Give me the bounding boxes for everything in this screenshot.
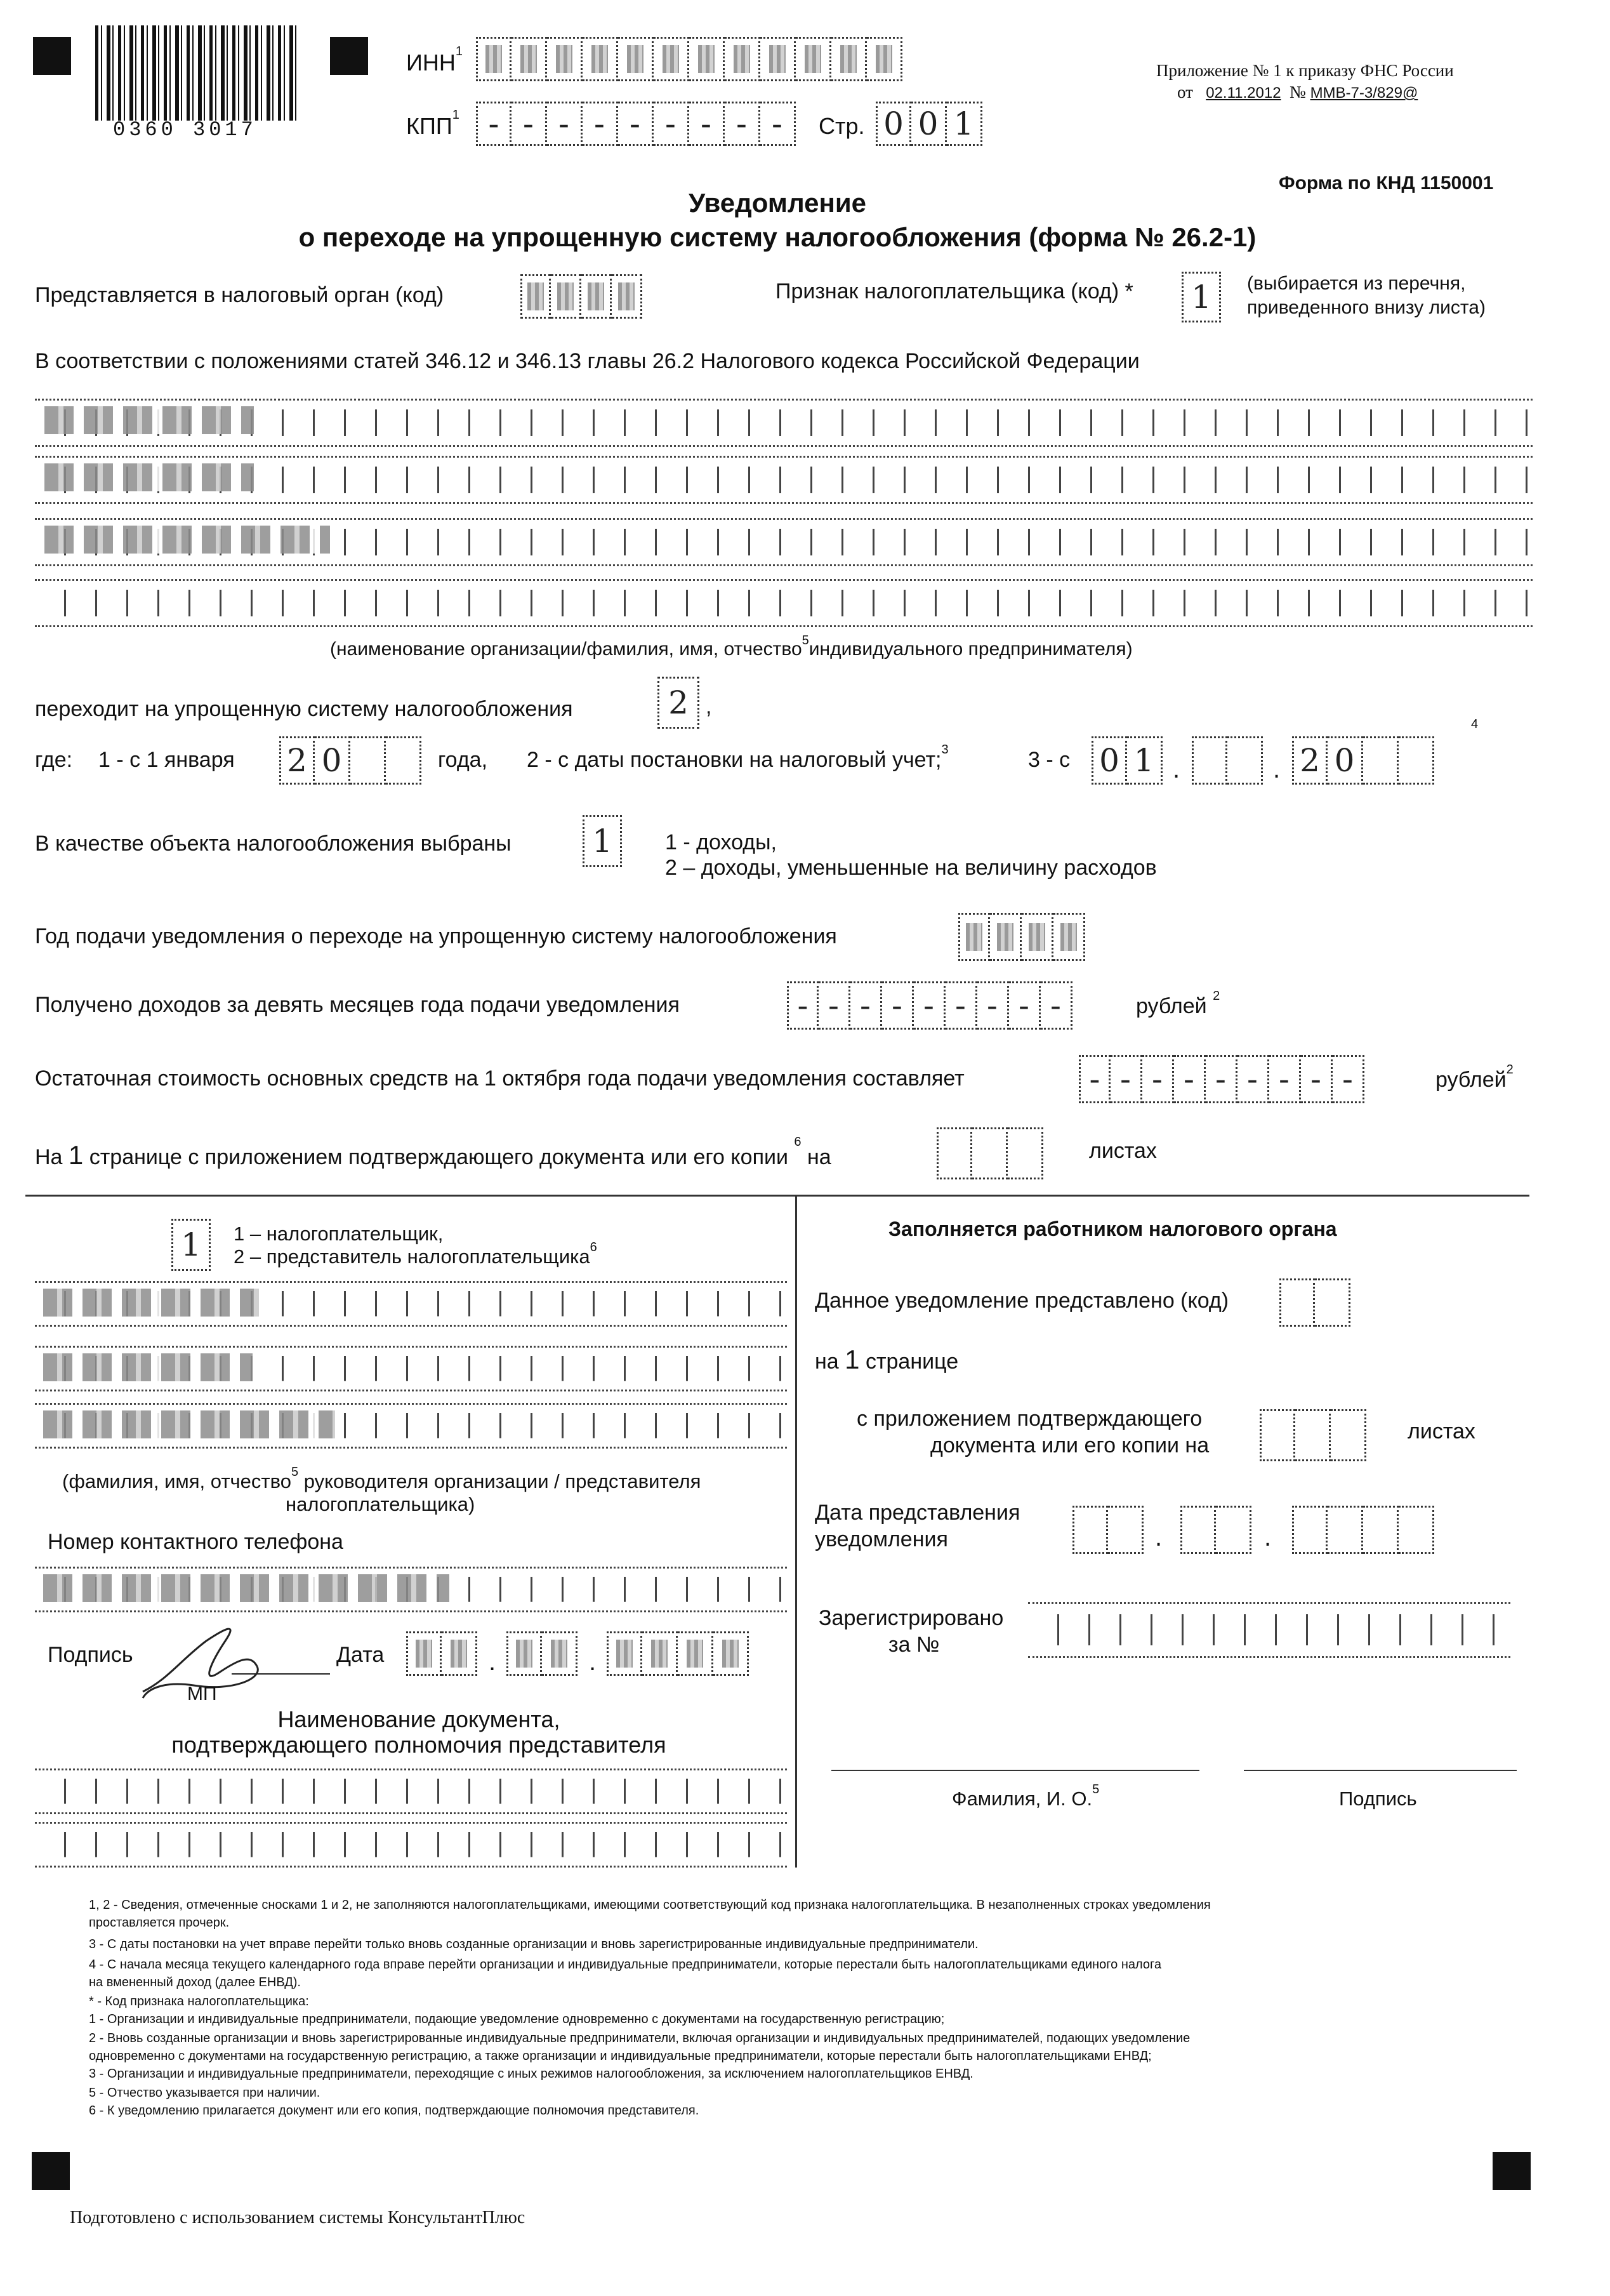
tax-object-cell: 1	[583, 815, 622, 867]
surname-caption: Фамилия, И. О.$^5$	[952, 1782, 1100, 1810]
footnote-line: 6 - К уведомлению прилагается документ или его копия, подтверждающие полномочия представителя.	[89, 2104, 699, 2118]
signed-date-year	[607, 1631, 749, 1676]
org-name-value-3	[44, 526, 330, 554]
law-reference: В соответствии с положениями статей 346.12 и 346.13 главы 26.2 Налогового кодекса Российской Федерации	[35, 349, 1140, 373]
attachment-line-1: с приложением подтверждающего	[857, 1407, 1203, 1431]
column-divider	[795, 1195, 797, 1868]
section-divider	[25, 1195, 1529, 1197]
org-name-row-2	[35, 456, 1533, 504]
page-label: Стр.	[819, 113, 865, 139]
signer-name-value-1	[43, 1289, 259, 1317]
signer-name-value-3	[43, 1410, 335, 1438]
signature-scribble	[130, 1616, 333, 1711]
registered-label-1: Зарегистрировано	[819, 1606, 1004, 1630]
assets-label: Остаточная стоимость основных средств на 1 октября года подачи уведомления составляет	[35, 1066, 965, 1091]
income-label: Получено доходов за девять месяцев года подачи уведомления	[35, 993, 680, 1017]
footnote-line: 3 - Организации и индивидуальные предприниматели, переходящие с иных режимов налогообложения, за исключением налогоплательщиков ЕНВД.	[89, 2067, 973, 2081]
surname-line	[831, 1770, 1199, 1771]
year-word: года,	[438, 748, 488, 772]
tax-authority-code	[520, 274, 642, 319]
org-name-value-2	[44, 463, 254, 491]
footnote-line: проставляется прочерк.	[89, 1916, 230, 1930]
pages-line: На 1 странице с приложением подтверждающего документа или его копии $^6$ на	[35, 1135, 831, 1170]
date-dot: .	[1264, 1523, 1272, 1551]
option-registration-date: 2 - с даты постановки на налоговый учет;$^3$	[527, 743, 949, 772]
signature-caption: Подпись	[1339, 1788, 1417, 1810]
from-date-month	[1192, 736, 1263, 785]
from-date-day: 0 1	[1092, 736, 1163, 785]
date-dot: .	[1155, 1523, 1163, 1551]
date-dot: .	[1273, 755, 1281, 783]
org-name-row-4	[35, 579, 1533, 627]
signer-option-1: 1 – налогоплательщик,	[234, 1223, 444, 1245]
signer-caption-1: (фамилия, имя, отчество$^5$ руководителя организации / представителя	[62, 1465, 701, 1492]
org-name-value-1	[44, 406, 254, 434]
authority-doc-title-1: Наименование документа,	[277, 1706, 560, 1732]
authority-doc-row-2	[35, 1822, 787, 1868]
submission-date-month	[1180, 1506, 1251, 1554]
taxpayer-sign-hint-1: (выбирается из перечня,	[1247, 273, 1466, 294]
registration-marker-top-left	[33, 37, 71, 75]
document-title: Уведомление	[688, 188, 866, 218]
submission-date-day	[1072, 1506, 1144, 1554]
attachment-line-2: документа или его копии на	[930, 1433, 1210, 1457]
submission-date-label-1: Дата представления	[815, 1501, 1020, 1525]
registered-label-2: за №	[888, 1633, 940, 1657]
assets-unit: рублей$^2$	[1435, 1063, 1514, 1092]
tax-object-option-2: 2 – доходы, уменьшенные на величину расходов	[665, 856, 1157, 880]
registration-marker-bottom-left	[32, 2152, 70, 2190]
notice-year-cells	[958, 913, 1085, 961]
footnote-line: одновременно с документами на государственную регистрацию, а также организации и индивидуальные предприниматели, которые перестали быть налогоплательщиками ЕНВД;	[89, 2049, 1152, 2063]
office-sheets-word: листах	[1408, 1419, 1475, 1443]
footnote-line: 1 - Организации и индивидуальные предприниматели, подающие уведомление одновременно с документами на государственную регистрацию;	[89, 2012, 945, 2026]
submitted-code-cells	[1279, 1278, 1350, 1327]
authority-doc-title-2: подтверждающего полномочия представителя	[171, 1732, 666, 1758]
appendix-line: Приложение № 1 к приказу ФНС России	[1156, 61, 1454, 80]
org-name-row-1	[35, 399, 1533, 447]
date-dot: .	[1173, 755, 1180, 783]
taxpayer-sign-cell: 1	[1182, 272, 1221, 322]
date-footnote-sup: 4	[1471, 717, 1479, 731]
transition-label: переходит на упрощенную систему налогообложения	[35, 697, 573, 721]
signer-caption-2: налогоплательщика)	[286, 1493, 475, 1515]
income-unit: рублей $^2$	[1136, 989, 1220, 1018]
registration-number-row	[1028, 1602, 1510, 1658]
tax-office-heading: Заполняется работником налогового органа	[888, 1218, 1337, 1240]
document-subtitle: о переходе на упрощенную систему налогообложения (форма № 26.2-1)	[298, 222, 1257, 252]
stamp-label: МП	[187, 1683, 217, 1704]
taxpayer-sign-hint-2: приведенного внизу листа)	[1247, 297, 1486, 318]
kpp-cells: - - - - - - - - -	[476, 102, 796, 146]
submission-date-year	[1292, 1506, 1434, 1554]
phone-value	[43, 1574, 449, 1602]
registration-marker-top-mid	[330, 37, 368, 75]
tax-object-label: В качестве объекта налогообложения выбраны	[35, 832, 511, 856]
year-cells: 2 0	[279, 736, 421, 785]
footnote-line: 5 - Отчество указывается при наличии.	[89, 2086, 320, 2100]
signer-option-2: 2 – представитель налогоплательщика$^6$	[234, 1240, 597, 1268]
transition-comma: ,	[706, 694, 712, 719]
income-cells: - - - - - - - - -	[787, 981, 1072, 1030]
taxpayer-sign-label: Признак налогоплательщика (код) *	[775, 279, 1133, 303]
org-name-caption: (наименование организации/фамилия, имя, отчество$^5$индивидуального предпринимателя)	[330, 634, 1133, 660]
date-label: Дата	[336, 1643, 385, 1667]
assets-cells: - - - - - - - - -	[1079, 1055, 1364, 1103]
kpp-label: КПП$^1$	[406, 108, 459, 139]
inn-label: ИНН$^1$	[406, 44, 463, 76]
footnote-line: 4 - С начала месяца текущего календарного года вправе перейти организации и индивидуальные предприниматели, которые перестали быть налогоплательщиками единого налога	[89, 1958, 1161, 1972]
signature-label: Подпись	[48, 1643, 133, 1667]
signed-date-day	[406, 1631, 477, 1676]
appendix-date-line: от 02.11.2012 № ММВ-7-3/829@	[1177, 83, 1418, 102]
transition-value-cell: 2	[657, 677, 699, 729]
prepared-with-consultant: Подготовлено с использованием системы КонсультантПлюс	[70, 2208, 525, 2227]
submission-date-label-2: уведомления	[815, 1527, 948, 1551]
tax-object-option-1: 1 - доходы,	[665, 830, 777, 854]
date-dot: .	[489, 1648, 496, 1676]
where-label: где:	[35, 748, 73, 772]
signer-name-value-2	[43, 1353, 253, 1381]
on-pages-line: на 1 странице	[815, 1344, 959, 1374]
footnote-line: 2 - Вновь созданные организации и вновь зарегистрированные индивидуальные предприниматели, включая организации и индивидуальных предпринимателей, подающих уведомление	[89, 2031, 1191, 2045]
from-date-year: 2 0	[1292, 736, 1434, 785]
footnote-line: * - Код признака налогоплательщика:	[89, 1994, 309, 2008]
inn-cells	[476, 37, 902, 81]
footnote-line: 3 - С даты постановки на учет вправе перейти только вновь созданные организации и вновь зарегистрированные индивидуальные предприниматели.	[89, 1937, 979, 1951]
footnote-line: 1, 2 - Сведения, отмеченные сносками 1 и 2, не заполняются налогоплательщиками, имеющими соответствующий код признака налогоплательщика. В незаполненных строках уведомления	[89, 1898, 1211, 1912]
notice-year-label: Год подачи уведомления о переходе на упрощенную систему налогообложения	[35, 924, 837, 948]
barcode-number: 0360 3017	[113, 118, 257, 142]
attachment-sheets-cells	[937, 1127, 1043, 1179]
barcode	[95, 25, 298, 121]
option-jan-1: 1 - с 1 января	[98, 748, 235, 772]
signature-line	[1244, 1770, 1517, 1771]
page-cells: 0 0 1	[876, 102, 982, 146]
date-dot: .	[589, 1648, 597, 1676]
pages-sheets-word: листах	[1089, 1139, 1157, 1163]
signed-date-month	[506, 1631, 577, 1676]
authority-doc-row-1	[35, 1768, 787, 1814]
phone-label: Номер контактного телефона	[48, 1530, 343, 1554]
office-sheets-cells	[1260, 1409, 1366, 1461]
signer-type-cell: 1	[171, 1219, 211, 1271]
registration-marker-bottom-right	[1493, 2152, 1531, 2190]
option-from-date: 3 - с	[1028, 748, 1071, 772]
form-code: Форма по КНД 1150001	[1279, 173, 1494, 194]
tax-authority-label: Представляется в налоговый орган (код)	[35, 283, 444, 307]
submitted-code-label: Данное уведомление представлено (код)	[815, 1289, 1229, 1313]
footnote-line: на вмененный доход (далее ЕНВД).	[89, 1975, 301, 1989]
